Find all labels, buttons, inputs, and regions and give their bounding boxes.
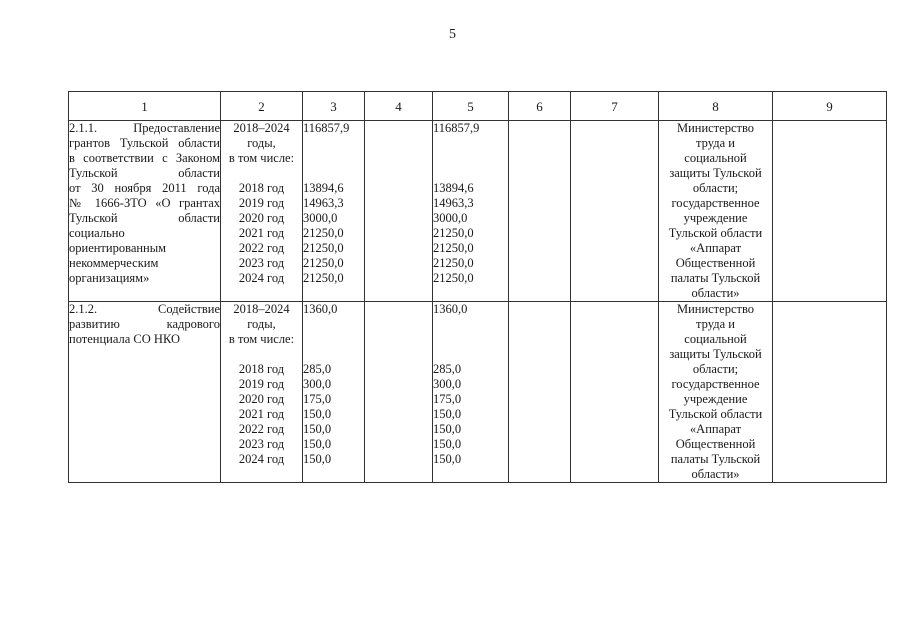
- cell-line: 2.1.2. Содействие: [69, 302, 220, 316]
- cell-line: области»: [691, 286, 740, 300]
- column-header: 3: [303, 92, 365, 121]
- cell-line: палаты Тульской: [670, 452, 761, 466]
- column-header: 5: [433, 92, 509, 121]
- cell-line: 285,0: [303, 362, 332, 376]
- cell-line: 2023 год: [238, 256, 285, 270]
- cell-line: в соответствии с Законом: [69, 151, 220, 165]
- cell-line: труда и: [696, 317, 735, 331]
- cell-line: социально: [69, 226, 125, 240]
- cell-line: Министерство: [676, 121, 755, 135]
- cell-line: 2020 год: [238, 392, 285, 406]
- cell-line: труда и: [696, 136, 735, 150]
- cell-line: учреждение: [683, 392, 748, 406]
- period-cell: [221, 302, 303, 483]
- cell-line: области»: [691, 467, 740, 481]
- empty-cell: [509, 121, 571, 302]
- cell-line: 150,0: [433, 407, 462, 421]
- cell-line: годы,: [247, 136, 276, 150]
- cell-line: 2023 год: [238, 437, 285, 451]
- empty-cell: [773, 302, 887, 483]
- cell-line: 150,0: [303, 437, 332, 451]
- cell-line: 2024 год: [238, 271, 285, 285]
- cell-line: 2020 год: [238, 211, 285, 225]
- empty-cell: [365, 302, 433, 483]
- page-number: 5: [449, 27, 456, 42]
- cell-line: 21250,0: [433, 271, 474, 285]
- cell-line: 2019 год: [238, 377, 285, 391]
- funding-source-cell: [433, 302, 509, 483]
- cell-line: защиты Тульской: [669, 166, 762, 180]
- cell-line: 150,0: [433, 437, 462, 451]
- cell-line: 21250,0: [303, 271, 344, 285]
- cell-line: защиты Тульской: [669, 347, 762, 361]
- cell-line: Общественной: [675, 437, 756, 451]
- cell-line: 2021 год: [238, 407, 285, 421]
- empty-cell: [365, 121, 433, 302]
- empty-cell: [509, 302, 571, 483]
- cell-line: учреждение: [683, 211, 748, 225]
- program-table: [68, 91, 887, 483]
- cell-line: 150,0: [303, 407, 332, 421]
- column-header: 2: [221, 92, 303, 121]
- column-header: 9: [773, 92, 887, 121]
- funding-total-cell: [303, 302, 365, 483]
- column-header: 8: [659, 92, 773, 121]
- cell-line: государственное: [671, 377, 760, 391]
- measure-name-cell: [69, 302, 221, 483]
- cell-line: в том числе:: [228, 151, 295, 165]
- cell-line: 150,0: [433, 422, 462, 436]
- column-header: 1: [69, 92, 221, 121]
- cell-line: «Аппарат: [689, 422, 742, 436]
- column-header: 4: [365, 92, 433, 121]
- cell-line: 2018 год: [238, 362, 285, 376]
- cell-line: 13894,6: [303, 181, 344, 195]
- total-value: 116857,9: [303, 121, 350, 135]
- cell-line: в том числе:: [228, 332, 295, 346]
- cell-line: Общественной: [675, 256, 756, 270]
- cell-line: годы,: [247, 317, 276, 331]
- executor-cell: [659, 302, 773, 483]
- cell-line: Тульской области: [668, 407, 763, 421]
- cell-line: 2.1.1. Предоставление: [69, 121, 220, 135]
- cell-line: Тульской области: [69, 211, 220, 225]
- cell-line: 150,0: [303, 422, 332, 436]
- cell-line: 150,0: [433, 452, 462, 466]
- cell-line: ориентированным: [69, 241, 167, 255]
- cell-line: палаты Тульской: [670, 271, 761, 285]
- cell-line: 2018 год: [238, 181, 285, 195]
- cell-line: 150,0: [303, 452, 332, 466]
- cell-line: потенциала СО НКО: [69, 332, 180, 346]
- cell-line: 2018–2024: [233, 302, 290, 316]
- cell-line: социальной: [684, 151, 747, 165]
- cell-line: 2022 год: [238, 241, 285, 255]
- period-cell: [221, 121, 303, 302]
- empty-cell: [571, 302, 659, 483]
- measure-name-cell: [69, 121, 221, 302]
- table-row: [69, 121, 887, 302]
- empty-cell: [773, 121, 887, 302]
- cell-line: 14963,3: [303, 196, 344, 210]
- cell-line: 300,0: [303, 377, 332, 391]
- cell-line: 21250,0: [303, 226, 344, 240]
- column-header: 6: [509, 92, 571, 121]
- total-value: 1360,0: [303, 302, 338, 316]
- cell-line: 14963,3: [433, 196, 474, 210]
- total-value: 1360,0: [433, 302, 468, 316]
- cell-line: Тульской области: [69, 166, 220, 180]
- cell-line: 175,0: [433, 392, 462, 406]
- cell-line: 21250,0: [433, 256, 474, 270]
- cell-line: 285,0: [433, 362, 462, 376]
- cell-line: области;: [692, 362, 739, 376]
- cell-line: 175,0: [303, 392, 332, 406]
- cell-line: 300,0: [433, 377, 462, 391]
- cell-line: грантов Тульской области: [69, 136, 220, 150]
- cell-line: 13894,6: [433, 181, 474, 195]
- funding-total-cell: [303, 121, 365, 302]
- cell-line: от 30 ноября 2011 года: [69, 181, 220, 195]
- column-number-row: [69, 92, 887, 121]
- cell-line: области;: [692, 181, 739, 195]
- column-header: 7: [571, 92, 659, 121]
- table-row: [69, 302, 887, 483]
- cell-line: некоммерческим: [69, 256, 159, 270]
- cell-line: 21250,0: [303, 241, 344, 255]
- cell-line: 2019 год: [238, 196, 285, 210]
- cell-line: государственное: [671, 196, 760, 210]
- cell-line: Тульской области: [668, 226, 763, 240]
- cell-line: 21250,0: [433, 226, 474, 240]
- cell-line: организациям»: [69, 271, 150, 285]
- cell-line: 3000,0: [303, 211, 338, 225]
- cell-line: 2018–2024: [233, 121, 290, 135]
- cell-line: 21250,0: [303, 256, 344, 270]
- empty-cell: [571, 121, 659, 302]
- cell-line: 2022 год: [238, 422, 285, 436]
- cell-line: социальной: [684, 332, 747, 346]
- cell-line: развитию кадрового: [69, 317, 220, 331]
- cell-line: № 1666-ЗТО «О грантах: [69, 196, 220, 210]
- cell-line: 21250,0: [433, 241, 474, 255]
- cell-line: 2021 год: [238, 226, 285, 240]
- cell-line: Министерство: [676, 302, 755, 316]
- total-value: 116857,9: [433, 121, 480, 135]
- cell-line: «Аппарат: [689, 241, 742, 255]
- executor-cell: [659, 121, 773, 302]
- cell-line: 2024 год: [238, 452, 285, 466]
- cell-line: 3000,0: [433, 211, 468, 225]
- funding-source-cell: [433, 121, 509, 302]
